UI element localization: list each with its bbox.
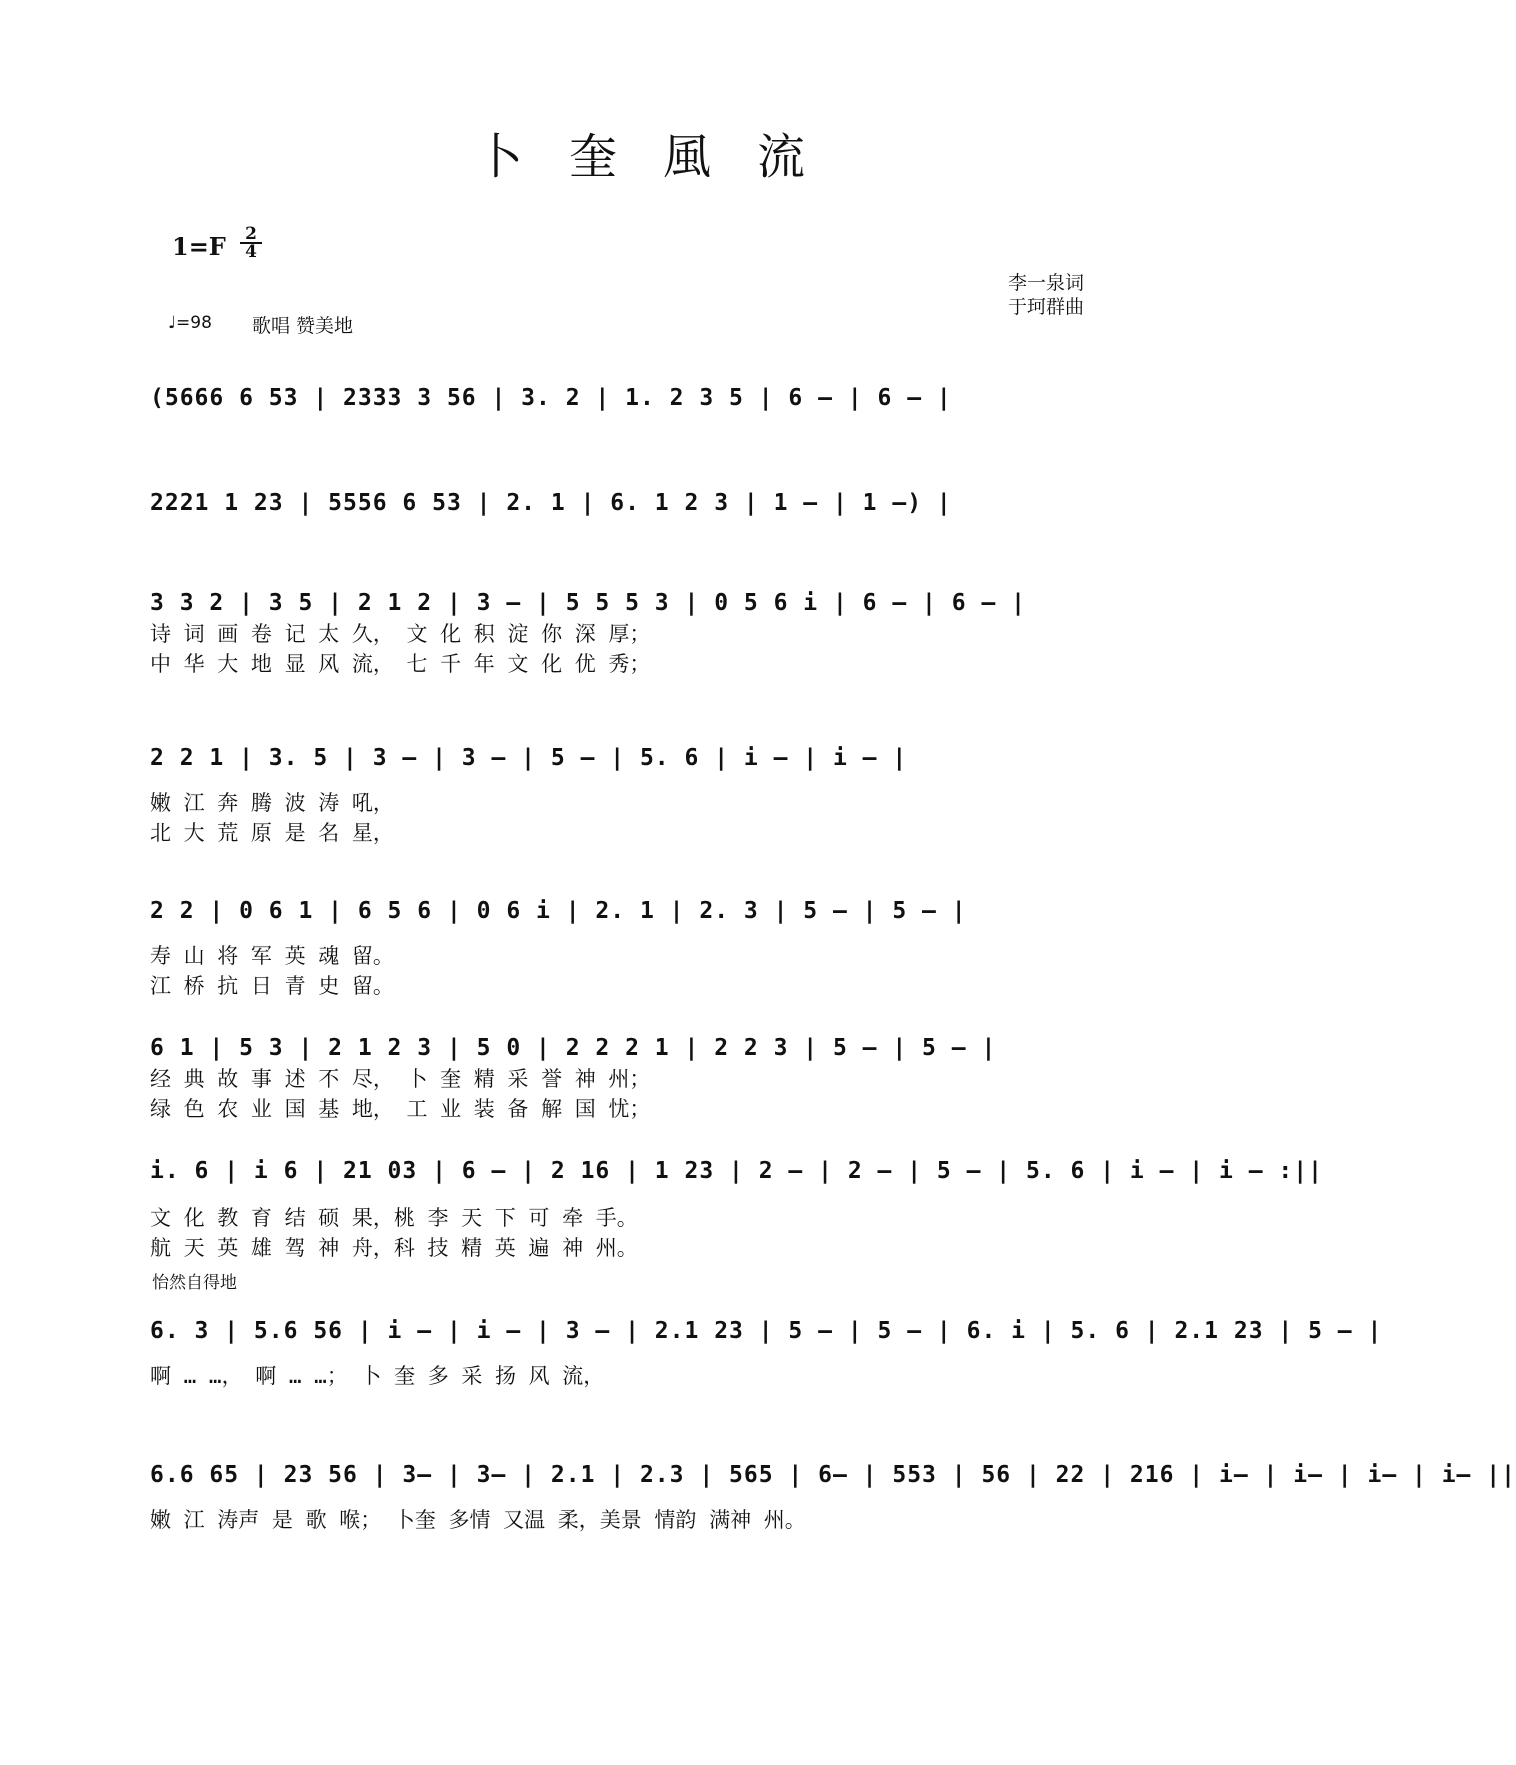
lyric-verse-1: 嫩 江 涛声 是 歌 喉； 卜奎 多情 又温 柔，美景 情韵 满神 州。 (150, 1508, 806, 1532)
notation-line: 3 3 2 | 3 5 | 2 1 2 | 3 – | 5 5 5 3 | 0 5 6 i | 6 – | 6 – | (150, 590, 1026, 616)
score-line-1 (150, 385, 952, 411)
lyric-verse-1: 寿 山 将 军 英 魂 留。 (150, 944, 394, 968)
tempo-marking: ♩=98 (168, 313, 212, 333)
lyric-verse-1: 啊 … …， 啊 … …； 卜 奎 多 采 扬 风 流， (150, 1364, 605, 1388)
lyric-verse-1: 经 典 故 事 述 不 尽， 卜 奎 精 采 誉 神 州； (150, 1067, 651, 1091)
lyric-verse-1: 嫩 江 奔 腾 波 涛 吼， (150, 791, 394, 815)
notation-line: i. 6 | i 6 | 21 03 | 6 – | 2 16 | 1 23 | 2 – | 2 – | 5 – | 5. 6 | i – | i – :|| (150, 1158, 1323, 1184)
notation-line: 2221 1 23 | 5556 6 53 | 2. 1 | 6. 1 2 3 | 1 – | 1 –) | (150, 490, 952, 516)
score-line-7 (150, 1158, 1323, 1260)
score-line-9 (150, 1462, 1516, 1532)
score-line-6 (150, 1035, 996, 1121)
time-signature (240, 226, 262, 260)
expression-marking: 歌唱 赞美地 (252, 315, 354, 337)
meter-denominator: 4 (240, 242, 262, 260)
score-line-8 (150, 1318, 1382, 1388)
score-line-3 (150, 590, 1026, 676)
composer-credit: 于珂群曲 (1008, 296, 1085, 318)
score-line-5 (150, 898, 967, 998)
lyric-verse-2: 绿 色 农 业 国 基 地， 工 业 装 备 解 国 忧； (150, 1097, 651, 1121)
lyric-verse-1: 文 化 教 育 结 硕 果，桃 李 天 下 可 牵 手。 (150, 1206, 638, 1230)
notation-line: 2 2 | 0 6 1 | 6 5 6 | 0 6 i | 2. 1 | 2. 3 | 5 – | 5 – | (150, 898, 967, 924)
lyric-verse-2: 中 华 大 地 显 风 流， 七 千 年 文 化 优 秀； (150, 652, 651, 676)
lyric-verse-1: 诗 词 画 卷 记 太 久， 文 化 积 淀 你 深 厚； (150, 622, 651, 646)
notation-line: 6. 3 | 5.6 56 | i – | i – | 3 – | 2.1 23 | 5 – | 5 – | 6. i | 5. 6 | 2.1 23 | 5 – | (150, 1318, 1383, 1344)
lyric-verse-2: 江 桥 抗 日 青 史 留。 (150, 974, 394, 998)
expression-marking-2: 怡然自得地 (152, 1273, 237, 1293)
notation-line: 2 2 1 | 3. 5 | 3 – | 3 – | 5 – | 5. 6 | i – | i – | (150, 745, 908, 771)
lyric-verse-2: 北 大 荒 原 是 名 星， (150, 821, 394, 845)
notation-line: 6 1 | 5 3 | 2 1 2 3 | 5 0 | 2 2 2 1 | 2 2 3 | 5 – | 5 – | (150, 1035, 997, 1061)
score-line-4 (150, 745, 907, 845)
notation-line: (5666 6 53 | 2333 3 56 | 3. 2 | 1. 2 3 5 | 6 – | 6 – | (150, 385, 952, 411)
score-line-2 (150, 490, 952, 516)
lyricist-credit: 李一泉词 (1008, 272, 1085, 294)
lyric-verse-2: 航 天 英 雄 驾 神 舟，科 技 精 英 遍 神 州。 (150, 1236, 638, 1260)
key-signature: 1=F (172, 232, 226, 261)
notation-line: 6.6 65 | 23 56 | 3– | 3– | 2.1 | 2.3 | 565 | 6– | 553 | 56 | 22 | 216 | i– | i– | i– | i– || (150, 1462, 1516, 1488)
meter-numerator: 2 (245, 224, 257, 244)
song-title: 卜奎風流 (474, 129, 851, 185)
